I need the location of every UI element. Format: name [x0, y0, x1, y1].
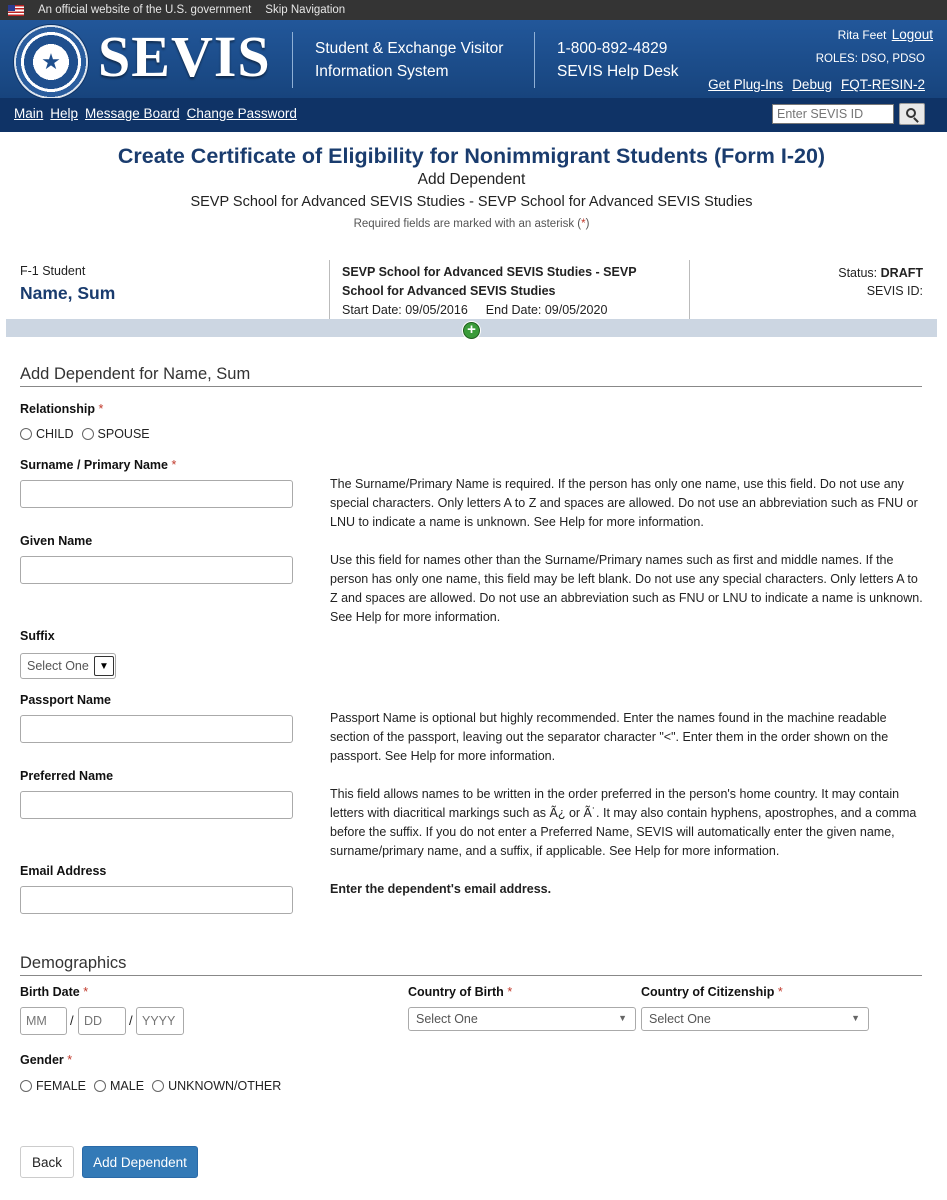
country-of-citizenship-value: Select One	[649, 1012, 711, 1026]
radio-unknown-label: UNKNOWN/OTHER	[168, 1079, 282, 1093]
given-name-label: Given Name	[20, 534, 93, 548]
main-nav	[0, 98, 947, 132]
gender-radio-group	[20, 1079, 289, 1093]
required-asterisk: *	[171, 458, 177, 472]
email-hint: Enter the dependent's email address.	[330, 882, 552, 896]
gender-label	[20, 1053, 72, 1067]
given-name-input[interactable]	[20, 556, 293, 584]
given-name-hint: Use this field for names other than the Surname/Primary names such as first and middle names. If the person has only one name, this field may be left blank. Do not use any special characters. Only letters A to Z and spaces are allowed. Do not use an abbreviation such as FNU or LNU to indicate a name is unknown. See Help for more information.	[330, 553, 923, 624]
country-of-birth-value: Select One	[416, 1012, 478, 1026]
required-asterisk: *	[67, 1053, 73, 1067]
nav-main[interactable]: Main	[14, 106, 44, 121]
birth-date-label-text: Birth Date	[20, 985, 80, 999]
radio-unknown[interactable]	[152, 1080, 164, 1092]
record-status	[838, 264, 923, 300]
help-desk-info	[557, 37, 678, 83]
nav-help[interactable]: Help	[50, 106, 79, 121]
country-of-birth-label	[408, 985, 512, 999]
header-divider	[292, 32, 293, 88]
country-of-citizenship-label-text: Country of Citizenship	[641, 985, 775, 999]
help-desk-label: SEVIS Help Desk	[557, 63, 679, 80]
required-asterisk: *	[98, 402, 104, 416]
site-header	[0, 20, 947, 98]
school-name-line: SEVP School for Advanced SEVIS Studies - SEVP School for Advanced SEVIS Studies	[190, 194, 753, 210]
chevron-down-icon: ▼	[851, 1013, 860, 1023]
date-separator: /	[70, 1013, 74, 1028]
us-flag-icon	[8, 5, 24, 16]
email-label: Email Address	[20, 864, 107, 878]
birth-day-input[interactable]	[78, 1007, 126, 1035]
logout-link[interactable]: Logout	[891, 27, 933, 42]
birth-date-label	[20, 985, 88, 999]
surname-input[interactable]	[20, 480, 293, 508]
system-title-line1: Student & Exchange Visitor	[315, 40, 504, 57]
student-school-info	[329, 260, 690, 320]
school-name-2: School for Advanced SEVIS Studies	[342, 284, 556, 298]
radio-spouse-label: SPOUSE	[97, 427, 150, 441]
official-site-text: An official website of the U.S. government	[38, 4, 252, 16]
page-subtitle: Add Dependent	[417, 171, 526, 188]
relationship-spouse-option[interactable]	[82, 427, 150, 441]
required-asterisk: *	[777, 985, 783, 999]
gender-unknown-option[interactable]	[152, 1079, 281, 1093]
chevron-down-icon: ▼	[618, 1013, 627, 1023]
date-separator: /	[129, 1013, 133, 1028]
student-name: Name, Sum	[20, 283, 116, 303]
gender-label-text: Gender	[20, 1053, 64, 1067]
user-roles: ROLES: DSO, PDSO	[815, 53, 925, 65]
country-of-citizenship-label	[641, 985, 783, 999]
sevis-logo[interactable]: SEVIS	[98, 24, 271, 89]
search-button[interactable]	[899, 103, 925, 125]
debug-link[interactable]: Debug	[792, 77, 832, 92]
status-label: Status:	[838, 266, 878, 280]
program-start-date: Start Date: 09/05/2016	[342, 303, 468, 317]
gender-male-option[interactable]	[94, 1079, 144, 1093]
required-note-text: Required fields are marked with an asterisk (	[353, 218, 582, 230]
user-area	[838, 27, 933, 42]
radio-spouse[interactable]	[82, 428, 94, 440]
system-title-line2: Information System	[315, 63, 449, 80]
back-button[interactable]: Back	[20, 1146, 74, 1178]
surname-label-text: Surname / Primary Name	[20, 458, 168, 472]
sevis-id-label: SEVIS ID:	[866, 284, 923, 298]
country-of-birth-select[interactable]	[408, 1007, 636, 1031]
get-plugins-link[interactable]: Get Plug-Ins	[708, 77, 784, 92]
suffix-selected-value: Select One	[27, 659, 89, 673]
radio-male-label: MALE	[110, 1079, 145, 1093]
skip-navigation-link[interactable]: Skip Navigation	[265, 4, 346, 16]
environment-link[interactable]: FQT-RESIN-2	[840, 77, 925, 92]
chevron-down-icon: ▼	[94, 656, 114, 676]
radio-female-label: FEMALE	[36, 1079, 87, 1093]
preferred-name-input[interactable]	[20, 791, 293, 819]
surname-label	[20, 458, 176, 472]
required-fields-note	[0, 218, 943, 230]
search-icon	[906, 108, 916, 118]
suffix-label: Suffix	[20, 629, 55, 643]
system-title	[315, 37, 535, 83]
radio-child[interactable]	[20, 428, 32, 440]
help-desk-phone: 1-800-892-4829	[557, 40, 668, 57]
required-asterisk: *	[83, 985, 89, 999]
gov-banner	[0, 0, 947, 20]
header-links	[708, 77, 925, 92]
country-of-citizenship-select[interactable]	[641, 1007, 869, 1031]
preferred-name-hint: This field allows names to be written in the order preferred in the person's home country. It may contain letters with diacritical markings such as Ã¿ or Ã˙. It may also contain hyphens, apostrophes, and a comma before the suffix. If you do not enter a Preferred Name, SEVIS will automatically enter the given name, surname/primary name, and a suffix, if applicable. See Help for more information.	[330, 787, 917, 858]
nav-change-password[interactable]: Change Password	[186, 106, 297, 121]
page-title: Create Certificate of Eligibility for Nonimmigrant Students (Form I-20)	[117, 144, 826, 168]
header-divider	[534, 32, 535, 88]
user-name: Rita Feet	[837, 28, 887, 42]
relationship-child-option[interactable]	[20, 427, 74, 441]
preferred-name-label: Preferred Name	[20, 769, 114, 783]
birth-month-input[interactable]	[20, 1007, 67, 1035]
nav-message-board[interactable]: Message Board	[85, 106, 180, 121]
radio-female[interactable]	[20, 1080, 32, 1092]
add-dependent-button[interactable]: Add Dependent	[82, 1146, 198, 1178]
passport-name-hint: Passport Name is optional but highly recommended. Enter the names found in the machine readable section of the passport, leaving out the separator character "<". Enter them in the order shown on the passport. See Help for more information.	[330, 711, 889, 763]
radio-male[interactable]	[94, 1080, 106, 1092]
country-of-birth-label-text: Country of Birth	[408, 985, 504, 999]
relationship-label-text: Relationship	[20, 402, 96, 416]
suffix-select[interactable]	[20, 653, 116, 679]
dhs-seal-icon	[14, 25, 88, 99]
school-name-1: SEVP School for Advanced SEVIS Studies - SEVP	[342, 265, 637, 279]
program-end-date: End Date: 09/05/2020	[485, 303, 608, 317]
required-asterisk: *	[581, 218, 586, 230]
required-note-close: )	[585, 218, 590, 230]
status-badge: DRAFT	[880, 266, 923, 280]
gender-female-option[interactable]	[20, 1079, 86, 1093]
relationship-label	[20, 402, 103, 416]
required-asterisk: *	[507, 985, 513, 999]
demographics-heading: Demographics	[20, 954, 922, 976]
surname-hint: The Surname/Primary Name is required. If the person has only one name, use this field. Do not use any special characters. Only letters A to Z and spaces are allowed. Do not use an abbreviation such as FNU or LNU to indicate a name is unknown. See Help for more information.	[330, 477, 918, 529]
birth-year-input[interactable]	[136, 1007, 184, 1035]
plus-circle-icon[interactable]: +	[463, 322, 480, 339]
passport-name-input[interactable]	[20, 715, 293, 743]
radio-child-label: CHILD	[36, 427, 74, 441]
email-field[interactable]	[20, 886, 293, 914]
sevis-id-search-input[interactable]	[772, 104, 894, 124]
passport-name-label: Passport Name	[20, 693, 112, 707]
relationship-radio-group	[20, 427, 158, 441]
add-dependent-heading: Add Dependent for Name, Sum	[20, 365, 922, 387]
student-type: F-1 Student	[20, 264, 86, 278]
